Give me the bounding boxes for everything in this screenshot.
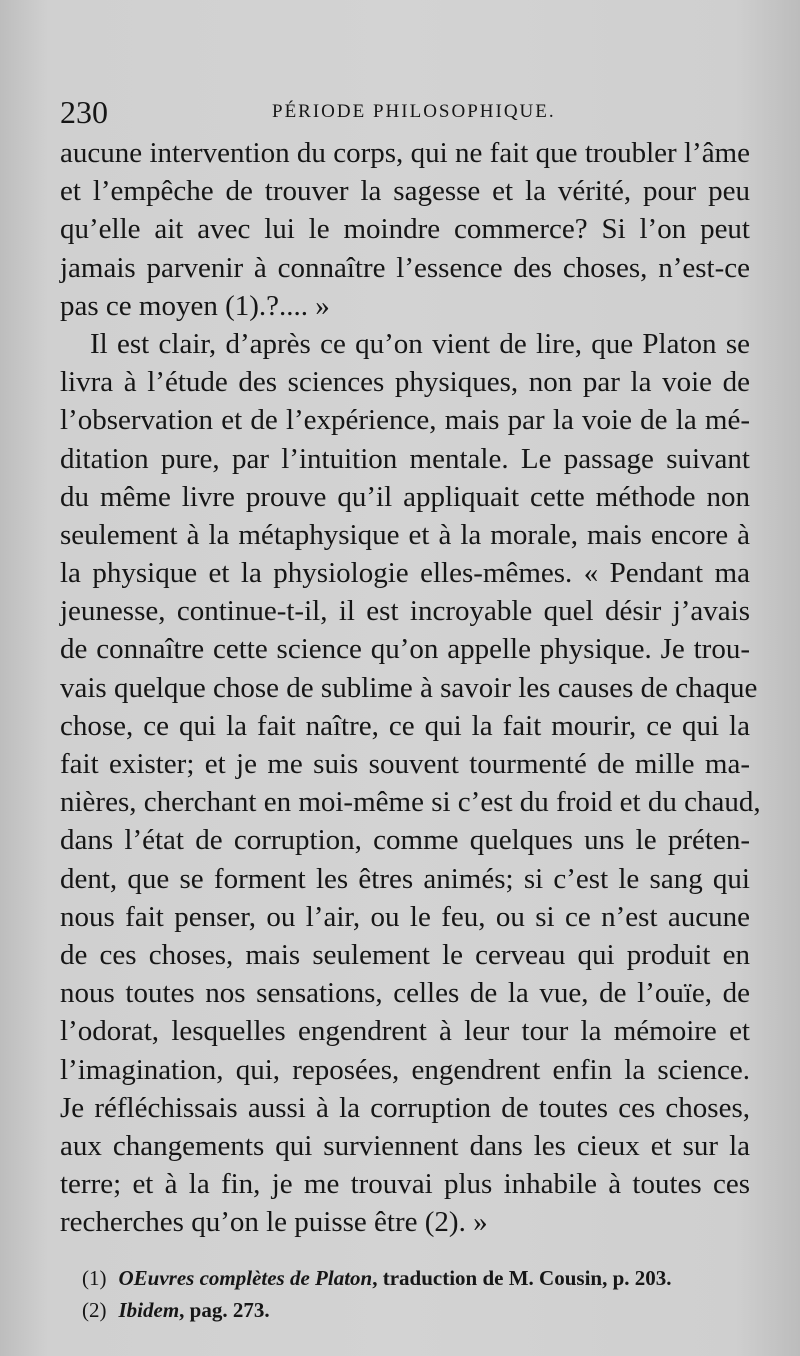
footnote-reference: , traduction de M. Cousin, p. 203. xyxy=(372,1266,672,1290)
text-line: aucune intervention du corps, qui ne fait que troubler l’âme xyxy=(60,137,750,169)
text-line: Je réfléchissais aussi à la corruption de toutes ces choses, xyxy=(60,1091,750,1124)
footnote-mark: (1) xyxy=(82,1266,107,1290)
footnote-title: Ibidem xyxy=(118,1298,180,1322)
text-line: chose, ce qui la fait naître, ce qui la fait mourir, ce qui la xyxy=(60,709,750,742)
text-line: nières, cherchant en moi-même si c’est du froid et du chaud, xyxy=(60,786,761,819)
text-line: jeunesse, continue-t-il, il est incroyable quel désir j’avais xyxy=(60,595,750,628)
text-line: pas ce moyen (1).?.... » xyxy=(60,289,330,322)
footnote-mark: (2) xyxy=(82,1298,107,1322)
text-line: fait exister; et je me suis souvent tourmenté de mille ma- xyxy=(60,748,750,780)
text-line: la physique et la physiologie elles-mêmes. « Pendant ma xyxy=(60,557,750,590)
page-header xyxy=(60,92,750,132)
footnote-reference: , pag. 273. xyxy=(179,1298,270,1322)
text-line: jamais parvenir à connaître l’essence des choses, n’est-ce xyxy=(60,251,750,284)
text-line: de connaître cette science qu’on appelle physique. Je trou- xyxy=(60,633,750,666)
text-line: dent, que se forment les êtres animés; si c’est le sang qui xyxy=(60,862,750,895)
footnote-2 xyxy=(82,1294,752,1326)
text-line: nous fait penser, ou l’air, ou le feu, ou si ce n’est aucune xyxy=(60,900,750,933)
running-head: PÉRIODE PHILOSOPHIQUE. xyxy=(272,101,556,122)
text-line: seulement à la métaphysique et à la morale, mais encore à xyxy=(60,518,750,551)
text-line: l’observation et de l’expérience, mais par la voie de la mé- xyxy=(60,404,750,437)
text-line: aux changements qui surviennent dans les cieux et sur la xyxy=(60,1129,750,1162)
text-line: dans l’état de corruption, comme quelques uns le préten- xyxy=(60,824,750,857)
text-line: nous toutes nos sensations, celles de la vue, de l’ouïe, de xyxy=(60,977,750,1010)
text-line: ditation pure, par l’intuition mentale. Le passage suivant xyxy=(60,442,750,475)
text-line: de ces choses, mais seulement le cerveau qui produit en xyxy=(60,938,750,971)
text-line: Il est clair, d’après ce qu’on vient de lire, que Platon se xyxy=(90,327,750,360)
footnote-1 xyxy=(82,1262,752,1294)
text-line: vais quelque chose de sublime à savoir les causes de chaque xyxy=(60,671,758,704)
page-number: 230 xyxy=(60,94,108,130)
body-text xyxy=(60,134,761,1241)
footnotes xyxy=(82,1262,752,1326)
text-line: et l’empêche de trouver la sagesse et la vérité, pour peu xyxy=(60,175,750,208)
text-line: du même livre prouve qu’il appliquait cette méthode non xyxy=(60,480,750,513)
text-line: l’imagination, qui, reposées, engendrent enfin la science. xyxy=(60,1053,750,1086)
text-line: livra à l’étude des sciences physiques, non par la voie de xyxy=(60,366,750,399)
text-line: recherches qu’on le puisse être (2). » xyxy=(60,1206,488,1239)
footnote-title: OEuvres complètes de Platon xyxy=(118,1266,373,1290)
text-line: terre; et à la fin, je me trouvai plus inhabile à toutes ces xyxy=(60,1168,750,1201)
text-line: qu’elle ait avec lui le moindre commerce? Si l’on peut xyxy=(60,213,750,246)
text-line: l’odorat, lesquelles engendrent à leur tour la mémoire et xyxy=(60,1015,750,1048)
